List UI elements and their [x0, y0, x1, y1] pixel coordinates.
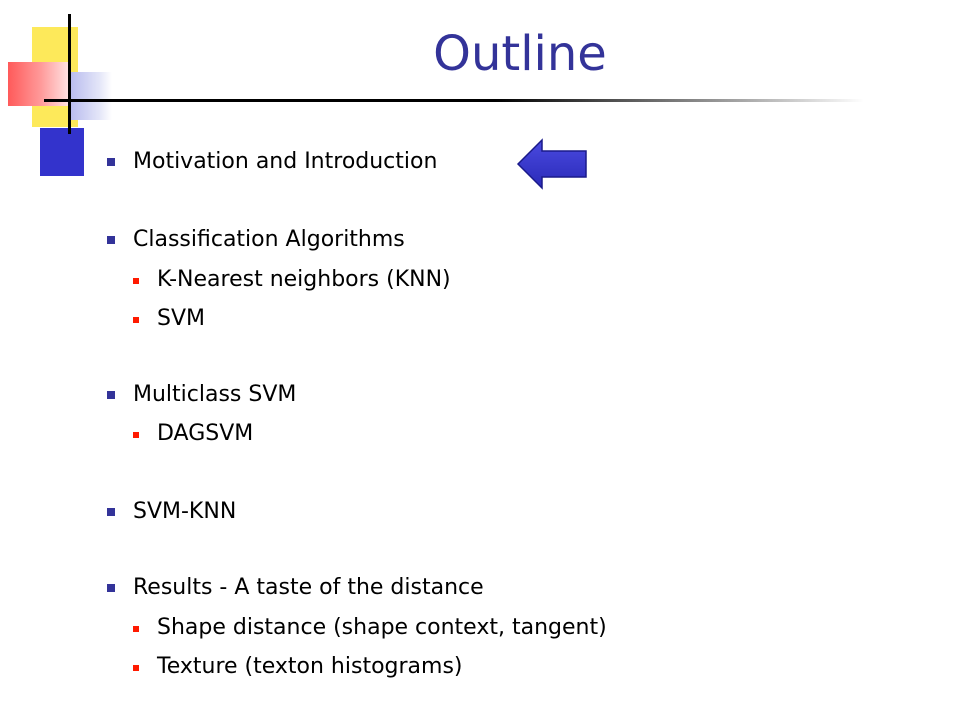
left-arrow-icon	[516, 138, 588, 190]
list-subitem	[133, 420, 253, 448]
square-bullet-icon	[133, 432, 139, 438]
list-subitem-text: DAGSVM	[157, 421, 254, 446]
list-subitem	[133, 614, 607, 642]
list-item-text: Classification Algorithms	[133, 227, 405, 252]
list-subitem-text: Shape distance (shape context, tangent)	[157, 615, 607, 640]
title-underline-rule	[44, 99, 864, 102]
square-bullet-icon	[107, 236, 115, 244]
square-bullet-icon	[107, 508, 115, 516]
list-subitem	[133, 653, 463, 681]
list-item	[107, 574, 484, 602]
square-bullet-icon	[107, 391, 115, 399]
slide-title: Outline	[433, 26, 607, 82]
list-item	[107, 381, 296, 409]
lavender-decor-square	[70, 72, 112, 120]
list-subitem-text: SVM	[157, 306, 205, 331]
square-bullet-icon	[133, 665, 139, 671]
list-subitem-text: K-Nearest neighbors (KNN)	[157, 267, 451, 292]
list-item	[107, 226, 405, 254]
list-subitem	[133, 266, 451, 294]
square-bullet-icon	[133, 626, 139, 632]
list-item-text: Multiclass SVM	[133, 382, 297, 407]
square-bullet-icon	[107, 158, 115, 166]
list-item-text: Motivation and Introduction	[133, 149, 438, 174]
square-bullet-icon	[133, 278, 139, 284]
blue-decor-square	[40, 128, 84, 176]
list-subitem	[133, 305, 205, 333]
list-item	[107, 148, 437, 176]
list-item	[107, 498, 236, 526]
vertical-rule	[68, 14, 71, 134]
list-item-text: SVM-KNN	[133, 499, 237, 524]
list-subitem-text: Texture (texton histograms)	[157, 654, 463, 679]
square-bullet-icon	[107, 584, 115, 592]
list-item-text: Results - A taste of the distance	[133, 575, 484, 600]
square-bullet-icon	[133, 317, 139, 323]
